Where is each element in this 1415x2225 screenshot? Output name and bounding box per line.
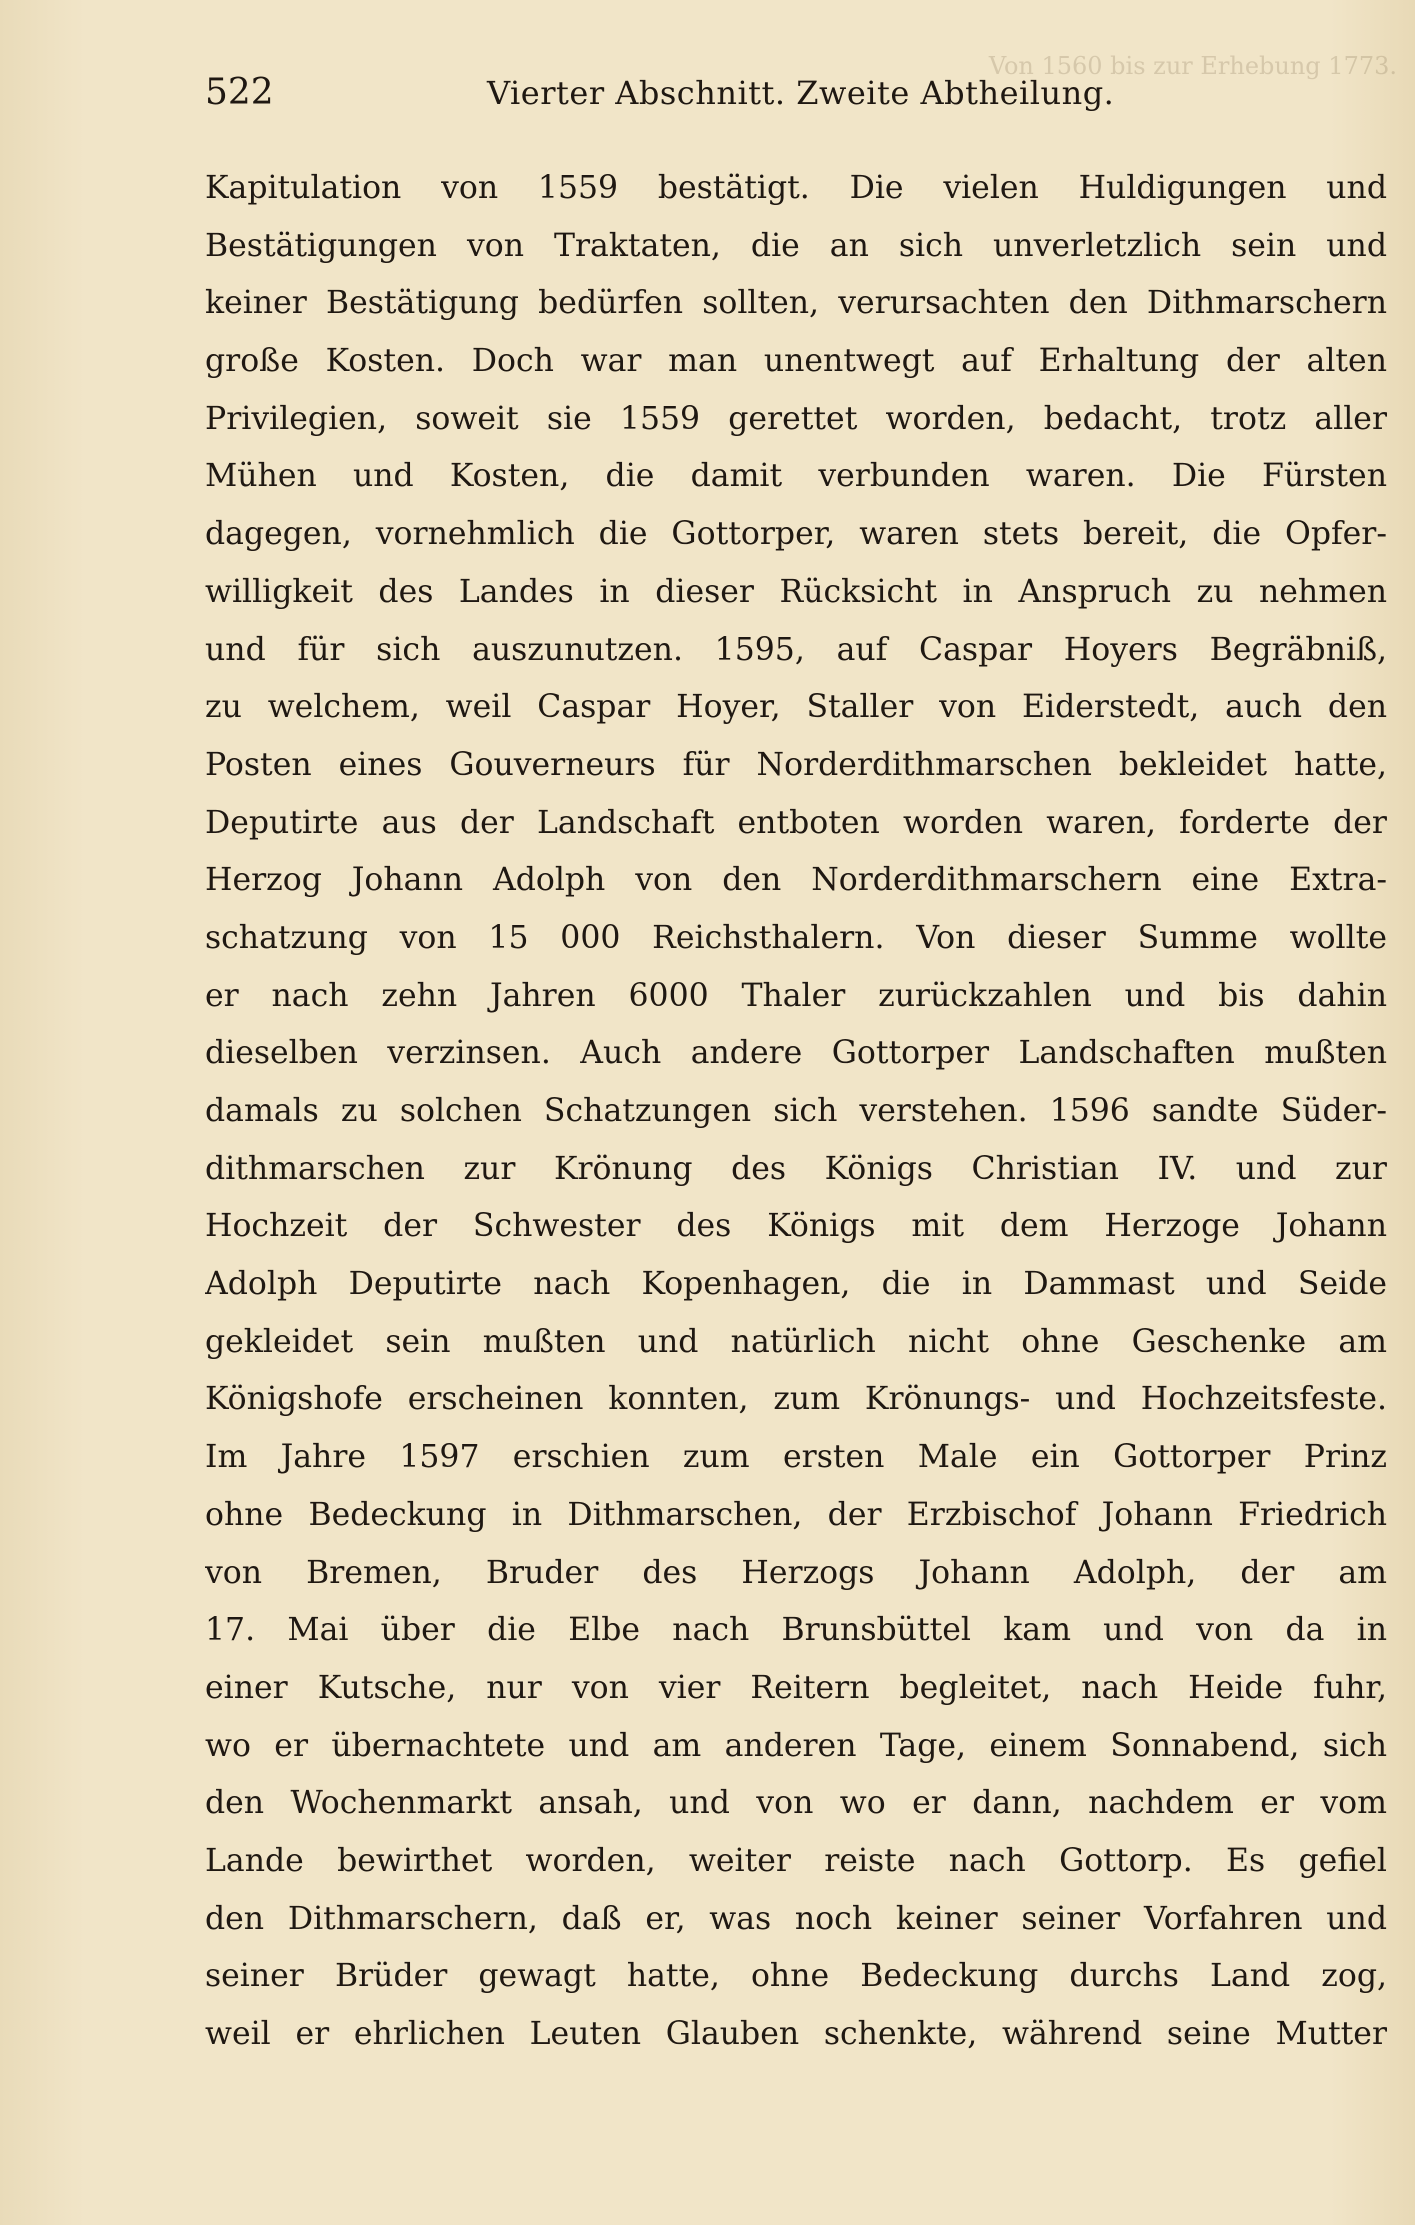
text-line: Im Jahre 1597 erschien zum ersten Male ein Gottorper Prinz (205, 1439, 1387, 1476)
text-line: und für sich auszunutzen. 1595, auf Caspar Hoyers Begräbniß, (205, 631, 1387, 668)
text-line: schatzung von 15 000 Reichsthalern. Von dieser Summe wollte (205, 919, 1387, 956)
text-line: Herzog Johann Adolph von den Norderdithmarschern eine Extra- (205, 862, 1387, 899)
text-line: Posten eines Gouverneurs für Norderdithmarschen bekleidet hatte, (205, 746, 1387, 783)
text-line: damals zu solchen Schatzungen sich verstehen. 1596 sandte Süder- (205, 1093, 1387, 1129)
text-line: große Kosten. Doch war man unentwegt auf Erhaltung der alten (205, 343, 1387, 380)
text-line: von Bremen, Bruder des Herzogs Johann Adolph, der am (205, 1554, 1387, 1591)
text-line: Mühen und Kosten, die damit verbunden waren. Die Fürsten (205, 458, 1387, 495)
text-line: einer Kutsche, nur von vier Reitern begleitet, nach Heide fuhr, (205, 1669, 1387, 1706)
text-line: den Wochenmarkt ansah, und von wo er dann, nachdem er vom (205, 1785, 1387, 1822)
text-line: Deputirte aus der Landschaft entboten worden waren, forderte der (205, 804, 1387, 841)
text-line: wo er übernachtete und am anderen Tage, einem Sonnabend, sich (205, 1727, 1387, 1764)
text-line: Königshofe erscheinen konnten, zum Krönungs- und Hochzeitsfeste. (205, 1381, 1387, 1418)
page-number: 522 (205, 72, 274, 113)
text-line: Hochzeit der Schwester des Königs mit dem Herzoge Johann (205, 1208, 1387, 1245)
text-line: willigkeit des Landes in dieser Rücksicht in Anspruch zu nehmen (205, 573, 1387, 610)
text-line: keiner Bestätigung bedürfen sollten, verursachten den Dithmarschern (205, 285, 1387, 322)
body-text (205, 160, 1387, 2064)
text-line: seiner Brüder gewagt hatte, ohne Bedeckung durchs Land zog, (205, 1958, 1387, 1995)
text-line: den Dithmarschern, daß er, was noch keiner seiner Vorfahren und (205, 1900, 1387, 1937)
text-line: gekleidet sein mußten und natürlich nicht ohne Geschenke am (205, 1323, 1387, 1360)
text-line: Kapitulation von 1559 bestätigt. Die vielen Huldigungen und (205, 170, 1387, 206)
text-line: dithmarschen zur Krönung des Königs Christian IV. und zur (205, 1150, 1387, 1187)
text-line: er nach zehn Jahren 6000 Thaler zurückzahlen und bis dahin (205, 977, 1387, 1014)
show-through-text: Von 1560 bis zur Erhebung 1773. (988, 52, 1397, 80)
text-line: zu welchem, weil Caspar Hoyer, Staller von Eiderstedt, auch den (205, 689, 1387, 726)
text-line: Lande bewirthet worden, weiter reiste nach Gottorp. Es gefiel (205, 1842, 1387, 1879)
running-head: Vierter Abschnitt. Zweite Abtheilung. (487, 74, 1115, 112)
text-line: weil er ehrlichen Leuten Glauben schenkte, während seine Mutter (205, 2016, 1387, 2052)
page-header (205, 68, 1205, 118)
text-line: Bestätigungen von Traktaten, die an sich unverletzlich sein und (205, 227, 1387, 264)
text-line: dieselben verzinsen. Auch andere Gottorper Landschaften mußten (205, 1035, 1387, 1072)
text-line: ohne Bedeckung in Dithmarschen, der Erzbischof Johann Friedrich (205, 1496, 1387, 1533)
text-line: Privilegien, soweit sie 1559 gerettet worden, bedacht, trotz aller (205, 400, 1387, 437)
text-line: dagegen, vornehmlich die Gottorper, waren stets bereit, die Opfer- (205, 516, 1387, 553)
text-line: 17. Mai über die Elbe nach Brunsbüttel kam und von da in (205, 1612, 1387, 1649)
text-line: Adolph Deputirte nach Kopenhagen, die in Dammast und Seide (205, 1266, 1387, 1303)
